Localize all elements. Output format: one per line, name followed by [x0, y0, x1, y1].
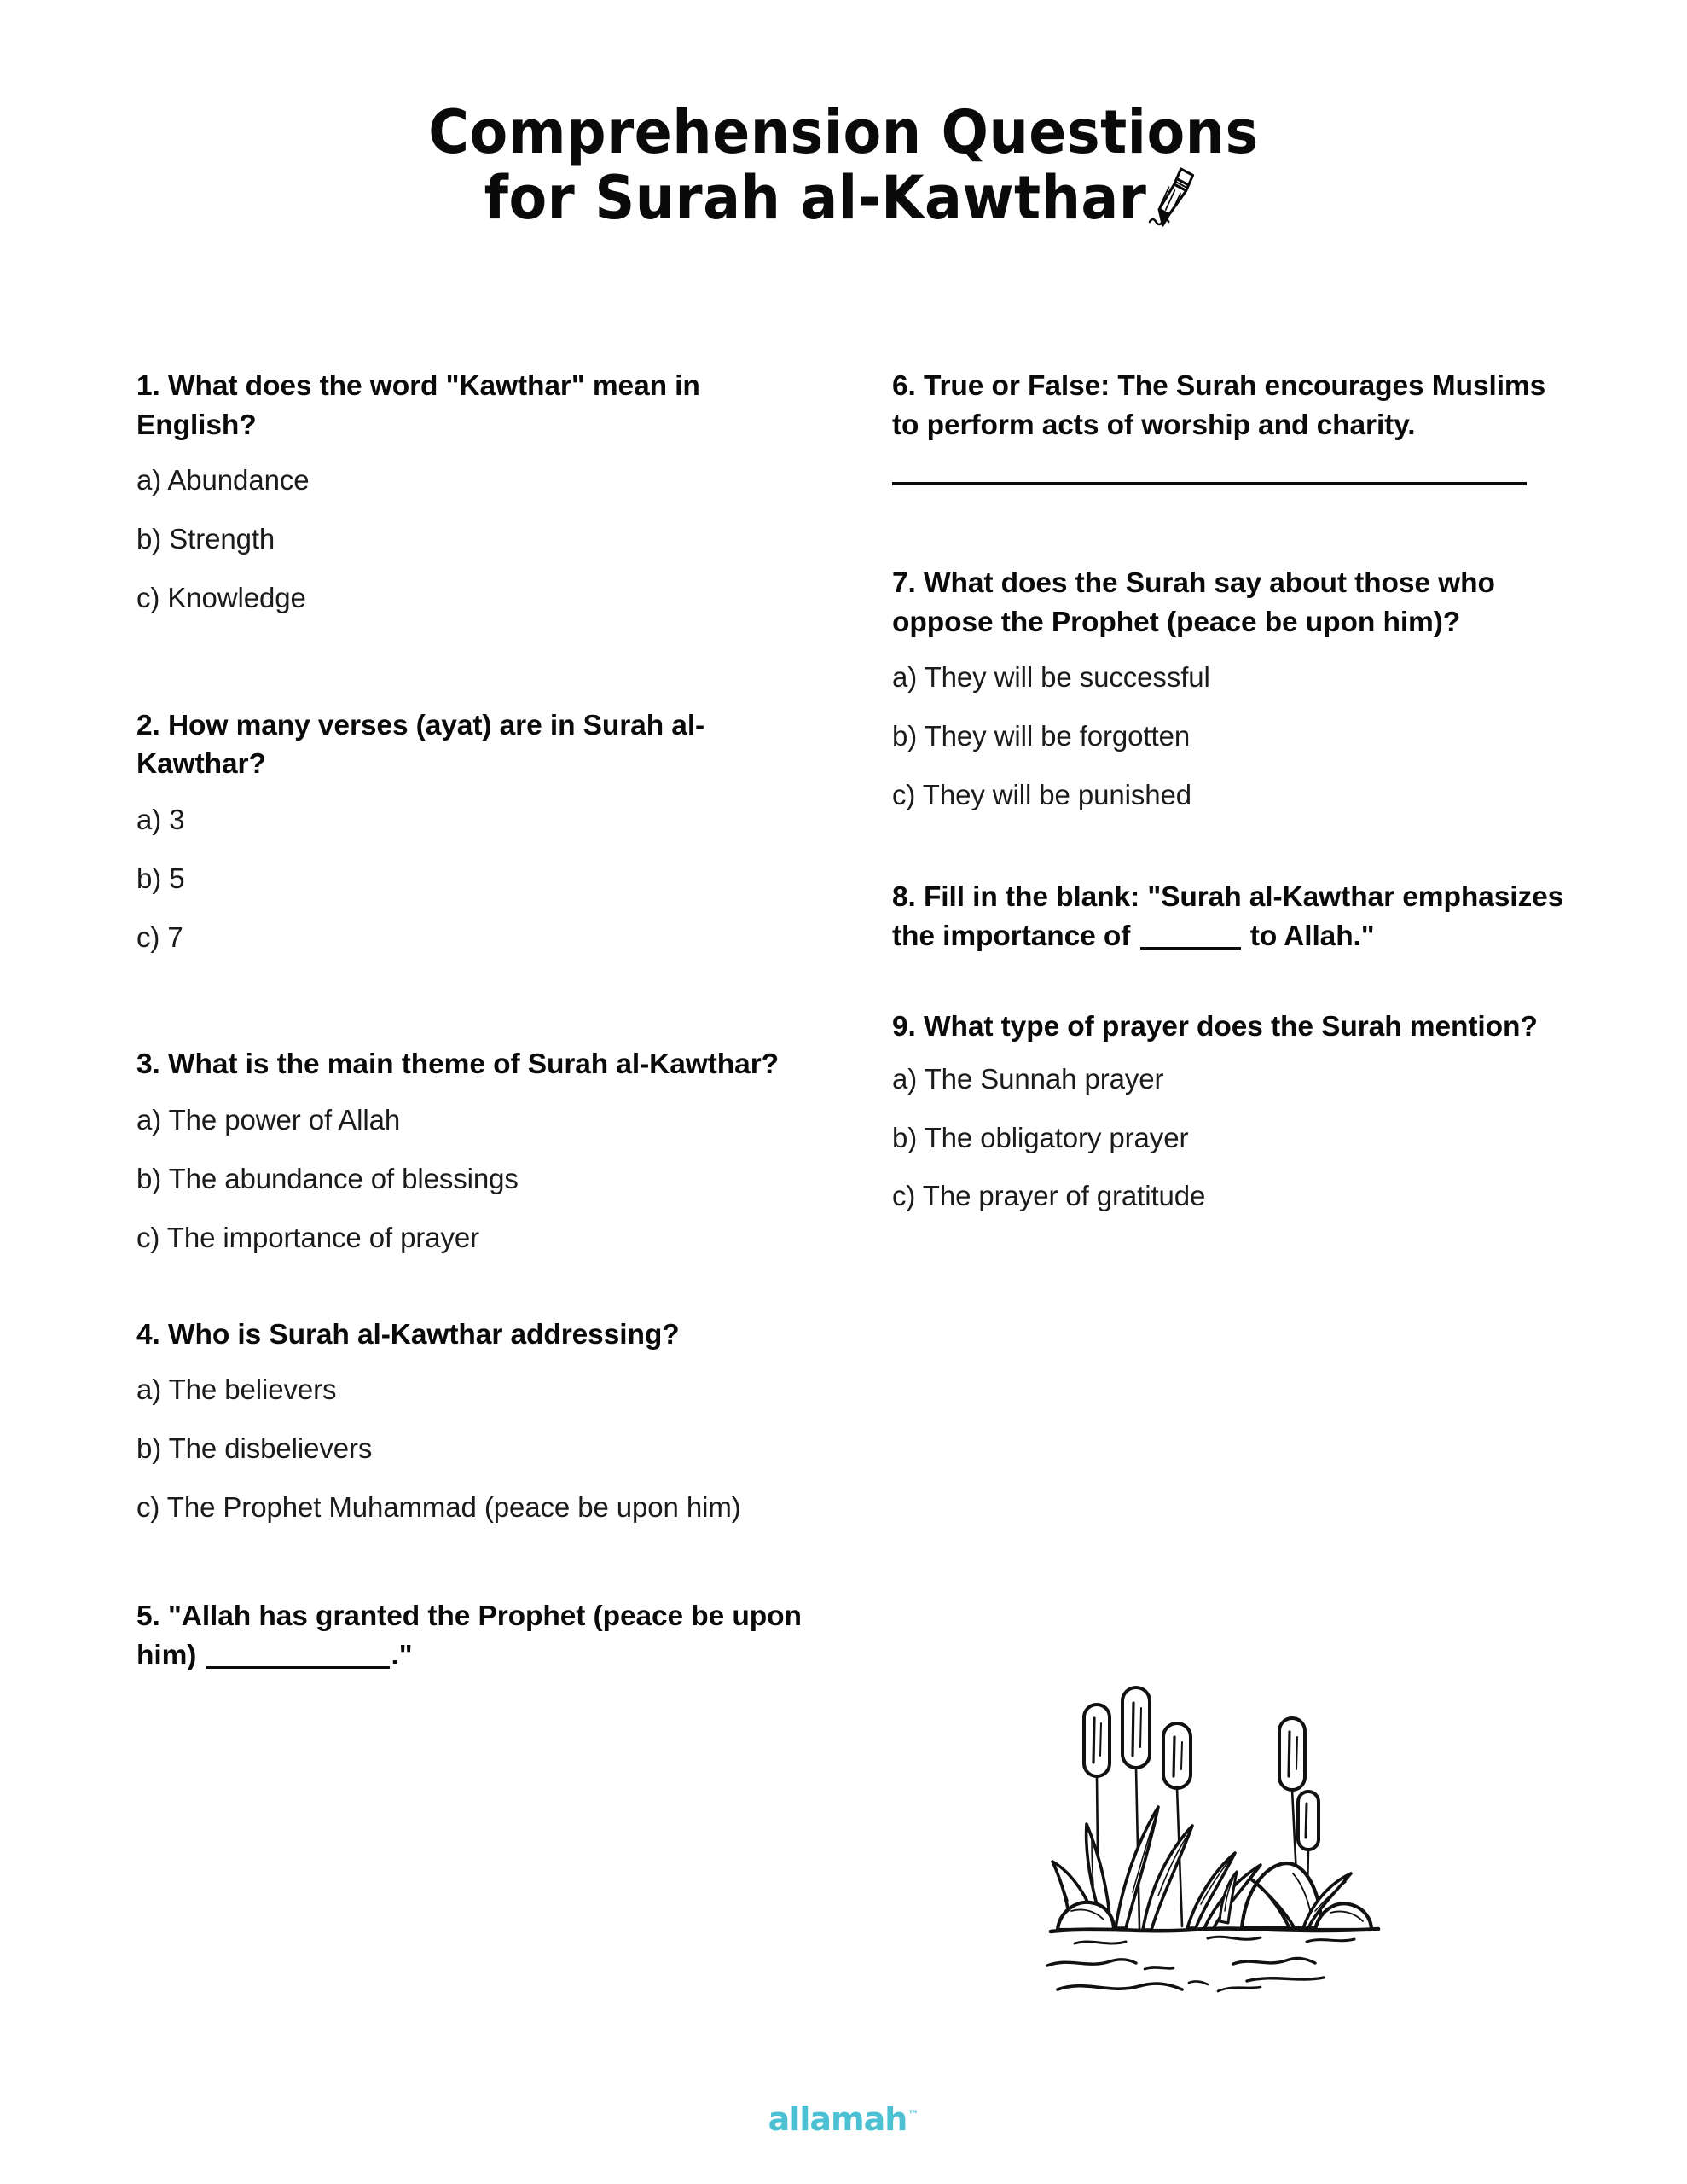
question-9-option-a[interactable]: a) The Sunnah prayer — [892, 1062, 1164, 1095]
question-6 — [892, 367, 1566, 485]
question-3 — [136, 1045, 810, 1257]
question-8-blank[interactable] — [1140, 916, 1241, 949]
question-7-option-a[interactable]: a) They will be successful — [892, 661, 1210, 694]
question-2 — [136, 706, 810, 957]
question-1-text: 1. What does the word "Kawthar" mean in English? — [136, 370, 700, 441]
question-7 — [892, 564, 1566, 815]
question-5 — [136, 1597, 810, 1676]
question-2-option-b[interactable]: b) 5 — [136, 862, 185, 894]
question-5-text-after: ." — [391, 1640, 413, 1672]
question-1-option-a[interactable]: a) Abundance — [136, 464, 310, 497]
question-3-text: 3. What is the main theme of Surah al-Kawthar? — [136, 1048, 779, 1081]
question-8-text — [892, 878, 1566, 956]
question-9-option-c[interactable]: c) The prayer of gratitude — [892, 1180, 1206, 1212]
question-8-text-before: 8. Fill in the blank: "Surah al-Kawthar emphasizes the importance of — [892, 880, 1564, 953]
question-3-option-c[interactable]: c) The importance of prayer — [136, 1221, 480, 1253]
question-4-text: 4. Who is Surah al-Kawthar addressing? — [136, 1318, 680, 1350]
allamah-logo — [768, 2100, 919, 2138]
question-7-option-b[interactable]: b) They will be forgotten — [892, 720, 1191, 752]
question-4-option-a[interactable]: a) The believers — [136, 1374, 337, 1406]
question-9-text: 9. What type of prayer does the Surah mention? — [892, 1011, 1538, 1043]
title-line-2-wrap — [484, 162, 1203, 243]
question-5-blank[interactable] — [206, 1635, 390, 1668]
right-column — [892, 367, 1566, 1216]
question-2-text: 2. How many verses (ayat) are in Surah al-Kawthar? — [136, 709, 705, 781]
allamah-logo-text: allamah — [768, 2100, 907, 2138]
question-2-option-a[interactable]: a) 3 — [136, 803, 185, 835]
question-5-text-before: 5. "Allah has granted the Prophet (peace be upon him) — [136, 1600, 802, 1672]
question-3-option-a[interactable]: a) The power of Allah — [136, 1103, 401, 1136]
title-line-1: Comprehension Questions — [428, 97, 1259, 167]
trademark-symbol: ™ — [907, 2109, 919, 2123]
question-9 — [892, 1008, 1566, 1216]
question-8 — [892, 878, 1566, 956]
question-3-option-b[interactable]: b) The abundance of blessings — [136, 1162, 519, 1194]
question-4-option-c[interactable]: c) The Prophet Muhammad (peace be upon him) — [136, 1490, 741, 1523]
question-7-option-c[interactable]: c) They will be punished — [892, 778, 1192, 810]
question-4 — [136, 1316, 810, 1527]
pencil-icon — [1149, 166, 1198, 243]
question-1-option-c[interactable]: c) Knowledge — [136, 581, 306, 613]
question-6-text: 6. True or False: The Surah encourages Muslims to perform acts of worship and charity. — [892, 370, 1546, 441]
left-column — [136, 367, 810, 1676]
question-1-option-b[interactable]: b) Strength — [136, 522, 275, 555]
footer — [0, 2100, 1687, 2138]
question-2-option-c[interactable]: c) 7 — [136, 921, 183, 953]
question-1 — [136, 367, 810, 618]
question-4-option-b[interactable]: b) The disbelievers — [136, 1432, 373, 1465]
cattails-pond-illustration — [1037, 1672, 1395, 2039]
question-5-text — [136, 1597, 810, 1676]
question-9-option-b[interactable]: b) The obligatory prayer — [892, 1121, 1189, 1153]
question-7-text: 7. What does the Surah say about those who oppose the Prophet (peace be upon him)? — [892, 567, 1495, 638]
page-title — [0, 97, 1687, 242]
question-8-text-after: to Allah." — [1242, 921, 1375, 953]
title-line-2: for Surah al-Kawthar — [484, 162, 1147, 233]
